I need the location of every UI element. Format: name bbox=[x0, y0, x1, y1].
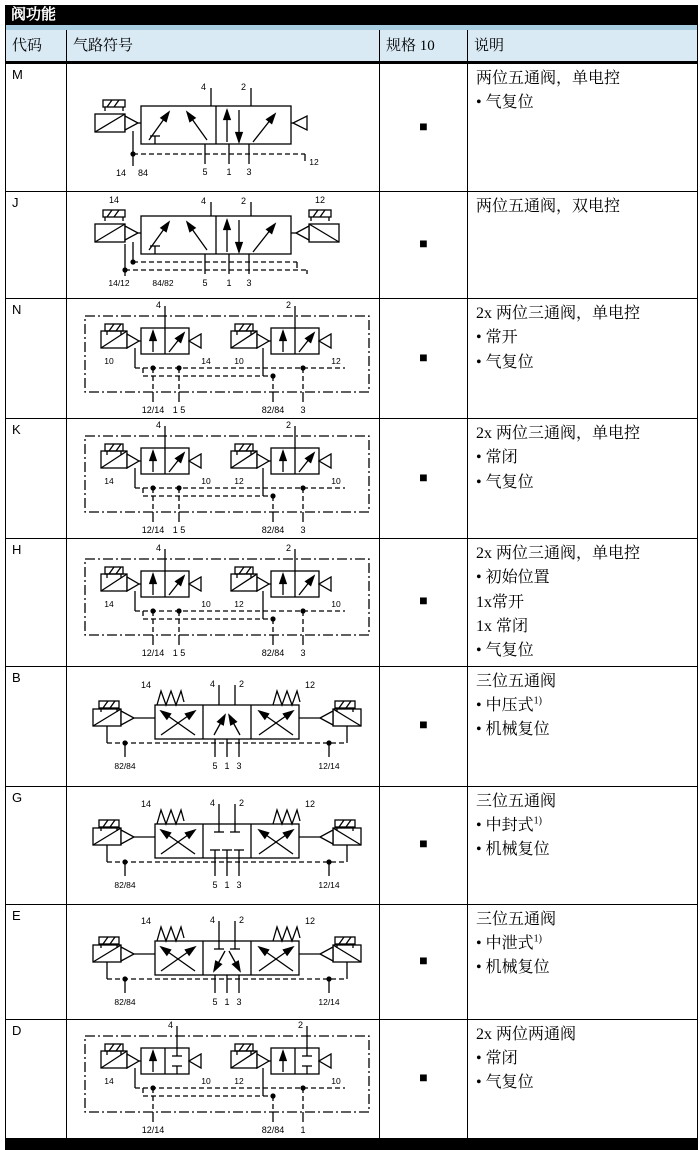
size10-availability-cell bbox=[379, 299, 467, 418]
port-label: 14 bbox=[140, 680, 151, 691]
port-label: 4 bbox=[167, 1019, 173, 1030]
row-code: E bbox=[12, 907, 21, 923]
port-label: 12 bbox=[309, 156, 319, 167]
table-row bbox=[6, 905, 697, 1020]
circuit-symbol-cell bbox=[66, 299, 379, 418]
col-header-size-10: 规格 10 bbox=[379, 30, 467, 61]
circuit-symbol-cell bbox=[66, 787, 379, 904]
port-label: 14 bbox=[115, 167, 127, 178]
description-text: • 气复位 bbox=[476, 473, 534, 491]
circuit-symbol-cell bbox=[66, 419, 379, 538]
description-line bbox=[476, 91, 689, 115]
description-line bbox=[476, 718, 689, 742]
description-line bbox=[476, 1023, 689, 1047]
footnote-marker: 1) bbox=[533, 933, 542, 945]
description-text: 三位五通阀 bbox=[476, 792, 557, 810]
port-label: 2 bbox=[240, 196, 246, 206]
port-label: 2 bbox=[297, 1019, 303, 1030]
port-label: 82/84 bbox=[261, 648, 285, 659]
description-cell bbox=[467, 1020, 697, 1138]
pneumatic-circuit-diagram bbox=[77, 794, 377, 896]
port-label: 14/12 bbox=[108, 278, 130, 288]
row-code: D bbox=[12, 1022, 22, 1038]
description-cell bbox=[467, 667, 697, 786]
description-cell bbox=[467, 192, 697, 298]
port-label: 12 bbox=[314, 195, 326, 205]
port-label: 4 bbox=[200, 196, 206, 206]
port-label: 2 bbox=[285, 419, 291, 430]
availability-square: ■ bbox=[419, 837, 428, 853]
port-label: 12 bbox=[305, 799, 316, 810]
port-label: 10 bbox=[234, 355, 244, 366]
column-header-row bbox=[6, 25, 697, 64]
port-label: 1 5 bbox=[172, 404, 186, 415]
size10-availability-cell bbox=[379, 539, 467, 666]
port-label: 1 bbox=[224, 996, 230, 1007]
port-label: 3 bbox=[236, 880, 242, 891]
table-title: 阀功能 bbox=[11, 7, 57, 23]
footnote-marker: 1) bbox=[533, 695, 542, 707]
port-label: 12/14 bbox=[318, 996, 340, 1007]
description-text: 1x 常闭 bbox=[476, 617, 529, 635]
row-code: M bbox=[12, 67, 23, 82]
description-line bbox=[476, 566, 689, 590]
port-label: 10 bbox=[201, 475, 211, 486]
port-label: 82/84 bbox=[261, 1124, 285, 1135]
port-label: 14 bbox=[104, 1075, 114, 1086]
table-row bbox=[6, 299, 697, 419]
size10-availability-cell bbox=[379, 1020, 467, 1138]
port-label: 2 bbox=[239, 798, 245, 809]
description-text: • 中压式 bbox=[476, 696, 534, 714]
size10-availability-cell bbox=[379, 667, 467, 786]
row-code: H bbox=[12, 542, 22, 557]
description-line bbox=[476, 542, 689, 566]
port-label: 14 bbox=[140, 799, 151, 810]
port-label: 1 5 bbox=[172, 524, 186, 535]
table-row bbox=[6, 539, 697, 667]
port-label: 2 bbox=[240, 81, 246, 92]
port-label: 12/14 bbox=[318, 761, 340, 772]
col-header-code: 代码 bbox=[12, 38, 43, 54]
description-line bbox=[476, 1071, 689, 1095]
col-header-description: 说明 bbox=[467, 30, 697, 61]
description-line bbox=[476, 1047, 689, 1071]
description-text: 三位五通阀 bbox=[476, 672, 557, 690]
row-code: B bbox=[12, 669, 21, 685]
port-label: 10 bbox=[201, 1075, 211, 1086]
table-row bbox=[6, 1020, 697, 1139]
description-text: • 初始位置 bbox=[476, 569, 550, 587]
pneumatic-circuit-diagram bbox=[77, 300, 377, 418]
availability-square: ■ bbox=[419, 718, 428, 734]
circuit-symbol-cell bbox=[66, 539, 379, 666]
description-text: • 气复位 bbox=[476, 94, 534, 112]
description-line bbox=[476, 615, 689, 639]
port-label: 12 bbox=[331, 355, 341, 366]
port-label: 2 bbox=[285, 299, 291, 310]
description-text: • 机械复位 bbox=[476, 721, 550, 739]
table-row bbox=[6, 192, 697, 299]
table-row bbox=[6, 419, 697, 539]
pneumatic-circuit-diagram bbox=[77, 911, 377, 1013]
availability-square: ■ bbox=[419, 953, 428, 969]
port-label: 3 bbox=[246, 278, 252, 288]
description-text: 2x 两位三通阀，单电控 bbox=[476, 425, 641, 442]
port-label: 1 bbox=[226, 166, 232, 177]
description-line bbox=[476, 838, 689, 862]
valve-function-table bbox=[5, 5, 698, 1150]
footnote-marker: 1) bbox=[533, 815, 542, 827]
port-label: 12/14 bbox=[141, 648, 165, 659]
availability-square: ■ bbox=[419, 119, 428, 135]
port-label: 4 bbox=[155, 543, 161, 554]
port-label: 12 bbox=[234, 1075, 244, 1086]
port-label: 10 bbox=[104, 355, 114, 366]
description-text: 三位五通阀 bbox=[476, 910, 557, 928]
row-code: G bbox=[12, 789, 23, 805]
port-label: 4 bbox=[155, 299, 161, 310]
port-label: 82/84 bbox=[261, 404, 285, 415]
size10-availability-cell bbox=[379, 905, 467, 1019]
description-line bbox=[476, 670, 689, 694]
port-label: 82/84 bbox=[114, 761, 136, 772]
port-label: 5 bbox=[202, 166, 208, 177]
port-label: 4 bbox=[209, 798, 215, 809]
port-label: 10 bbox=[331, 1075, 341, 1086]
port-label: 3 bbox=[236, 761, 242, 772]
description-line bbox=[476, 639, 689, 663]
description-text: • 机械复位 bbox=[476, 959, 550, 977]
description-cell bbox=[467, 299, 697, 418]
port-label: 4 bbox=[155, 419, 161, 430]
description-cell bbox=[467, 64, 697, 191]
description-text: • 中泄式 bbox=[476, 934, 534, 952]
port-label: 1 5 bbox=[172, 648, 186, 659]
description-cell bbox=[467, 419, 697, 538]
description-text: 两位五通阀，双电控 bbox=[476, 198, 621, 215]
description-line bbox=[476, 351, 689, 375]
pneumatic-circuit-diagram bbox=[77, 192, 357, 298]
col-header-circuit-symbol: 气路符号 bbox=[66, 30, 379, 61]
description-cell bbox=[467, 905, 697, 1019]
port-label: 14 bbox=[108, 195, 120, 205]
table-title-bar bbox=[6, 5, 697, 25]
description-line bbox=[476, 446, 689, 470]
description-text: 1x常开 bbox=[476, 593, 525, 611]
port-label: 5 bbox=[212, 880, 218, 891]
table-bottom-border bbox=[6, 1139, 697, 1150]
port-label: 84/82 bbox=[152, 278, 174, 288]
description-text: • 机械复位 bbox=[476, 841, 550, 859]
port-label: 14 bbox=[201, 355, 211, 366]
port-label: 3 bbox=[300, 404, 306, 415]
port-label: 12/14 bbox=[141, 1124, 165, 1135]
circuit-symbol-cell bbox=[66, 905, 379, 1019]
port-label: 2 bbox=[239, 914, 245, 925]
description-line bbox=[476, 326, 689, 350]
pneumatic-circuit-diagram bbox=[77, 675, 377, 777]
port-label: 10 bbox=[331, 599, 341, 610]
description-line bbox=[476, 67, 689, 91]
circuit-symbol-cell bbox=[66, 667, 379, 786]
port-label: 10 bbox=[201, 599, 211, 610]
description-line bbox=[476, 908, 689, 932]
availability-square: ■ bbox=[419, 470, 428, 486]
port-label: 1 bbox=[226, 278, 232, 288]
table-row bbox=[6, 667, 697, 787]
port-label: 82/84 bbox=[114, 996, 136, 1007]
port-label: 82/84 bbox=[114, 880, 136, 891]
table-row bbox=[6, 64, 697, 192]
description-text: • 常闭 bbox=[476, 1049, 518, 1067]
description-line bbox=[476, 591, 689, 615]
pneumatic-circuit-diagram bbox=[77, 543, 377, 661]
row-code: J bbox=[12, 195, 19, 210]
port-label: 3 bbox=[300, 648, 306, 659]
row-code: N bbox=[12, 302, 22, 317]
circuit-symbol-cell bbox=[66, 1020, 379, 1138]
table-body bbox=[6, 64, 697, 1139]
port-label: 12/14 bbox=[318, 880, 340, 891]
port-label: 14 bbox=[140, 915, 151, 926]
size10-availability-cell bbox=[379, 64, 467, 191]
availability-square: ■ bbox=[419, 350, 428, 366]
description-text: • 中封式 bbox=[476, 816, 534, 834]
circuit-symbol-cell bbox=[66, 64, 379, 191]
description-text: • 气复位 bbox=[476, 353, 534, 371]
description-line bbox=[476, 814, 689, 838]
pneumatic-circuit-diagram bbox=[77, 76, 357, 180]
size10-availability-cell bbox=[379, 419, 467, 538]
size10-availability-cell bbox=[379, 192, 467, 298]
description-line bbox=[476, 422, 689, 446]
port-label: 12 bbox=[234, 599, 244, 610]
port-label: 12/14 bbox=[141, 404, 165, 415]
row-code: K bbox=[12, 422, 21, 437]
description-text: • 气复位 bbox=[476, 1074, 534, 1092]
port-label: 10 bbox=[331, 475, 341, 486]
port-label: 5 bbox=[202, 278, 208, 288]
description-line bbox=[476, 694, 689, 718]
pneumatic-circuit-diagram bbox=[77, 1020, 377, 1138]
port-label: 5 bbox=[212, 761, 218, 772]
description-cell bbox=[467, 539, 697, 666]
port-label: 82/84 bbox=[261, 524, 285, 535]
port-label: 12 bbox=[305, 915, 316, 926]
description-text: 2x 两位两通阀 bbox=[476, 1025, 577, 1043]
pneumatic-circuit-diagram bbox=[77, 420, 377, 538]
description-line bbox=[476, 195, 689, 219]
port-label: 3 bbox=[300, 524, 306, 535]
port-label: 12/14 bbox=[141, 524, 165, 535]
description-text: 两位五通阀，单电控 bbox=[476, 70, 621, 87]
description-line bbox=[476, 471, 689, 495]
circuit-symbol-cell bbox=[66, 192, 379, 298]
availability-square: ■ bbox=[419, 237, 428, 252]
table-row bbox=[6, 787, 697, 905]
port-label: 3 bbox=[246, 166, 252, 177]
port-label: 1 bbox=[300, 1124, 306, 1135]
description-cell bbox=[467, 787, 697, 904]
availability-square: ■ bbox=[419, 1070, 428, 1086]
description-text: • 常开 bbox=[476, 329, 518, 347]
port-label: 2 bbox=[239, 679, 245, 690]
description-line bbox=[476, 932, 689, 956]
availability-square: ■ bbox=[419, 594, 428, 610]
description-text: • 常闭 bbox=[476, 449, 518, 467]
port-label: 14 bbox=[104, 475, 114, 486]
port-label: 84 bbox=[137, 167, 149, 178]
port-label: 5 bbox=[212, 996, 218, 1007]
description-line bbox=[476, 956, 689, 980]
port-label: 14 bbox=[104, 599, 114, 610]
port-label: 1 bbox=[224, 880, 230, 891]
description-line bbox=[476, 302, 689, 326]
description-text: 2x 两位三通阀，单电控 bbox=[476, 305, 641, 322]
port-label: 12 bbox=[305, 680, 316, 691]
size10-availability-cell bbox=[379, 787, 467, 904]
description-text: 2x 两位三通阀，单电控 bbox=[476, 545, 641, 562]
port-label: 1 bbox=[224, 761, 230, 772]
description-line bbox=[476, 790, 689, 814]
port-label: 4 bbox=[200, 81, 206, 92]
port-label: 3 bbox=[236, 996, 242, 1007]
port-label: 12 bbox=[234, 475, 244, 486]
port-label: 4 bbox=[209, 914, 215, 925]
description-text: • 气复位 bbox=[476, 642, 534, 660]
port-label: 4 bbox=[209, 679, 215, 690]
port-label: 2 bbox=[285, 543, 291, 554]
